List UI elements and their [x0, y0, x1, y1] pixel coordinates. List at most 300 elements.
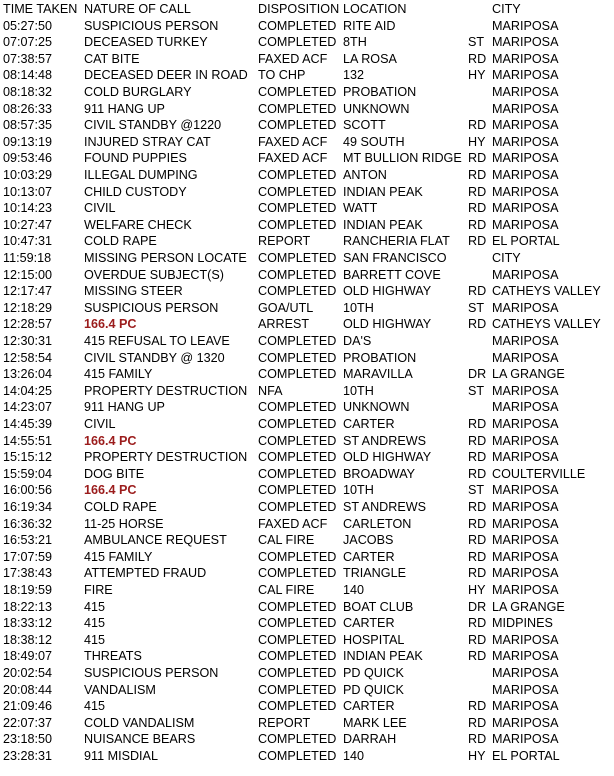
call-street-type: RD	[468, 151, 487, 166]
call-city: MARIPOSA	[492, 383, 559, 398]
call-time: 20:08:44	[3, 682, 53, 697]
call-time: 18:19:59	[3, 583, 53, 597]
table-row	[0, 383, 614, 400]
call-location: BARRETT COVE	[343, 267, 441, 282]
table-row	[0, 565, 614, 582]
call-disposition: COMPLETED	[258, 35, 337, 50]
call-city: MARIPOSA	[492, 134, 559, 149]
call-disposition: FAXED ACF	[258, 134, 328, 149]
call-disposition: COMPLETED	[258, 599, 337, 614]
call-location: JACOBS	[343, 533, 394, 548]
call-disposition: COMPLETED	[258, 350, 337, 365]
table-row	[0, 150, 614, 167]
call-street-type: ST	[468, 35, 485, 50]
call-location: CARTER	[343, 616, 395, 631]
call-city: MARIPOSA	[492, 666, 559, 680]
header-nature-of-call: NATURE OF CALL	[84, 2, 191, 16]
call-time: 10:47:31	[3, 234, 53, 249]
call-disposition: COMPLETED	[258, 649, 337, 664]
call-city: MARIPOSA	[492, 217, 559, 232]
call-time: 08:26:33	[3, 101, 53, 116]
call-nature: ILLEGAL DUMPING	[84, 168, 198, 182]
call-location: DA'S	[343, 334, 372, 348]
call-disposition: COMPLETED	[258, 284, 337, 299]
call-city: MARIPOSA	[492, 699, 559, 714]
call-disposition: COMPLETED	[258, 732, 337, 747]
call-location: OLD HIGHWAY	[343, 450, 432, 465]
call-city: MARIPOSA	[492, 566, 559, 581]
table-row	[0, 267, 614, 284]
call-nature: COLD BURGLARY	[84, 85, 192, 99]
call-time: 23:18:50	[3, 732, 53, 747]
call-time: 10:03:29	[3, 168, 53, 182]
call-nature: MISSING STEER	[84, 284, 183, 299]
call-street-type: ST	[468, 383, 485, 398]
call-street-type: RD	[468, 51, 487, 66]
call-time: 07:38:57	[3, 51, 53, 66]
table-row	[0, 748, 614, 765]
call-location: WATT	[343, 201, 378, 216]
table-row	[0, 34, 614, 51]
call-street-type: RD	[468, 118, 487, 133]
table-row	[0, 416, 614, 433]
call-nature: 415 FAMILY	[84, 367, 153, 382]
call-time: 12:58:54	[3, 350, 53, 365]
call-location: INDIAN PEAK	[343, 184, 423, 199]
call-location: 132	[343, 68, 365, 83]
call-disposition: COMPLETED	[258, 217, 337, 232]
call-city: MARIPOSA	[492, 51, 559, 66]
call-location: INDIAN PEAK	[343, 217, 423, 232]
call-street-type: RD	[468, 649, 487, 664]
call-location: PD QUICK	[343, 682, 404, 697]
table-row	[0, 682, 614, 699]
table-row	[0, 648, 614, 665]
call-street-type: ST	[468, 483, 485, 498]
call-nature: 415 REFUSAL TO LEAVE	[84, 334, 230, 348]
call-city: MARIPOSA	[492, 400, 559, 415]
call-nature: 911 HANG UP	[84, 400, 165, 415]
call-location: SCOTT	[343, 118, 386, 133]
table-row	[0, 399, 614, 416]
call-city: MARIPOSA	[492, 101, 559, 116]
call-city: MARIPOSA	[492, 549, 559, 564]
call-street-type: RD	[468, 433, 487, 448]
table-row	[0, 433, 614, 450]
call-city: MARIPOSA	[492, 267, 559, 282]
call-city: MARIPOSA	[492, 151, 559, 166]
table-row	[0, 233, 614, 250]
call-nature: 415	[84, 699, 106, 714]
call-nature: VANDALISM	[84, 682, 156, 697]
table-row	[0, 366, 614, 383]
call-time: 16:53:21	[3, 533, 53, 548]
call-time: 09:13:19	[3, 134, 53, 149]
call-street-type: RD	[468, 715, 487, 730]
table-row	[0, 333, 614, 350]
call-disposition: COMPLETED	[258, 466, 337, 481]
call-city: MARIPOSA	[492, 118, 559, 133]
call-location: 140	[343, 583, 365, 597]
header-location: LOCATION	[343, 2, 407, 16]
call-disposition: COMPLETED	[258, 483, 337, 498]
call-disposition: FAXED ACF	[258, 516, 328, 531]
call-nature: 166.4 PC	[84, 433, 137, 448]
table-row	[0, 184, 614, 201]
call-disposition: COMPLETED	[258, 334, 337, 348]
call-city: MARIPOSA	[492, 533, 559, 548]
call-nature: 166.4 PC	[84, 483, 137, 498]
call-nature: CIVIL	[84, 201, 116, 216]
call-street-type: DR	[468, 599, 487, 614]
table-row	[0, 316, 614, 333]
table-row	[0, 466, 614, 483]
call-street-type: HY	[468, 583, 486, 597]
call-time: 14:55:51	[3, 433, 53, 448]
call-city: CATHEYS VALLEY	[492, 284, 601, 299]
call-street-type: RD	[468, 533, 487, 548]
call-street-type: HY	[468, 134, 486, 149]
call-time: 16:36:32	[3, 516, 53, 531]
table-row	[0, 449, 614, 466]
call-disposition: COMPLETED	[258, 699, 337, 714]
call-time: 23:28:31	[3, 749, 53, 763]
table-row	[0, 84, 614, 101]
call-nature: 415	[84, 632, 106, 647]
call-location: MARAVILLA	[343, 367, 413, 382]
call-city: MARIPOSA	[492, 649, 559, 664]
table-row	[0, 665, 614, 682]
table-row	[0, 731, 614, 748]
call-time: 15:15:12	[3, 450, 53, 465]
call-city: MARIPOSA	[492, 715, 559, 730]
call-time: 13:26:04	[3, 367, 53, 382]
call-disposition: CAL FIRE	[258, 583, 315, 597]
call-street-type: DR	[468, 367, 487, 382]
table-row	[0, 200, 614, 217]
call-nature: OVERDUE SUBJECT(S)	[84, 267, 224, 282]
call-location: CARTER	[343, 549, 395, 564]
call-location: ST ANDREWS	[343, 433, 427, 448]
call-disposition: COMPLETED	[258, 400, 337, 415]
call-location: 10TH	[343, 383, 374, 398]
call-disposition: ARREST	[258, 317, 310, 332]
call-nature: CIVIL STANDBY @1220	[84, 118, 222, 133]
call-street-type: RD	[468, 516, 487, 531]
call-city: COULTERVILLE	[492, 466, 586, 481]
call-location: PROBATION	[343, 350, 417, 365]
call-disposition: COMPLETED	[258, 616, 337, 631]
call-nature: CIVIL STANDBY @ 1320	[84, 350, 225, 365]
table-row	[0, 615, 614, 632]
call-street-type: RD	[468, 417, 487, 431]
call-street-type: RD	[468, 184, 487, 199]
call-street-type: RD	[468, 450, 487, 465]
call-city: MARIPOSA	[492, 583, 559, 597]
call-street-type: RD	[468, 168, 487, 182]
call-disposition: COMPLETED	[258, 450, 337, 465]
call-city: MARIPOSA	[492, 184, 559, 199]
call-location: BROADWAY	[343, 466, 416, 481]
call-city: MARIPOSA	[492, 433, 559, 448]
call-nature: CAT BITE	[84, 51, 140, 66]
call-street-type: RD	[468, 699, 487, 714]
call-disposition: FAXED ACF	[258, 151, 328, 166]
call-nature: FIRE	[84, 583, 113, 597]
table-row	[0, 499, 614, 516]
call-time: 14:04:25	[3, 383, 53, 398]
call-disposition: COMPLETED	[258, 749, 337, 763]
call-time: 10:27:47	[3, 217, 53, 232]
call-nature: DOG BITE	[84, 466, 145, 481]
call-nature: THREATS	[84, 649, 142, 664]
header-row	[0, 1, 614, 18]
call-nature: 911 MISDIAL	[84, 749, 158, 763]
call-time: 10:13:07	[3, 184, 53, 199]
call-time: 12:17:47	[3, 284, 53, 299]
call-street-type: HY	[468, 749, 486, 763]
call-disposition: COMPLETED	[258, 168, 337, 182]
call-street-type: HY	[468, 68, 486, 83]
call-city: MARIPOSA	[492, 732, 559, 747]
table-row	[0, 516, 614, 533]
call-city: MIDPINES	[492, 616, 553, 631]
call-nature: 911 HANG UP	[84, 101, 165, 116]
call-location: INDIAN PEAK	[343, 649, 423, 664]
call-street-type: RD	[468, 549, 487, 564]
table-row	[0, 599, 614, 616]
call-nature: 415	[84, 616, 106, 631]
call-disposition: FAXED ACF	[258, 51, 328, 66]
call-time: 16:19:34	[3, 500, 53, 514]
table-row	[0, 698, 614, 715]
call-location: RITE AID	[343, 18, 396, 33]
call-location: DARRAH	[343, 732, 397, 747]
call-nature: SUSPICIOUS PERSON	[84, 666, 219, 680]
call-disposition: COMPLETED	[258, 632, 337, 647]
call-city: LA GRANGE	[492, 367, 565, 382]
table-row	[0, 167, 614, 184]
call-time: 12:18:29	[3, 300, 53, 315]
call-time: 17:38:43	[3, 566, 53, 581]
call-time: 16:00:56	[3, 483, 53, 498]
call-disposition: REPORT	[258, 715, 311, 730]
call-time: 08:14:48	[3, 68, 53, 83]
call-time: 20:02:54	[3, 666, 53, 680]
call-nature: PROPERTY DESTRUCTION	[84, 450, 248, 465]
call-street-type: RD	[468, 317, 487, 332]
call-nature: FOUND PUPPIES	[84, 151, 187, 166]
call-location: SAN FRANCISCO	[343, 251, 447, 265]
call-location: BOAT CLUB	[343, 599, 414, 614]
table-row	[0, 117, 614, 134]
table-row	[0, 715, 614, 732]
call-time: 22:07:37	[3, 715, 53, 730]
table-row	[0, 350, 614, 367]
call-location: PROBATION	[343, 85, 417, 99]
call-street-type: RD	[468, 217, 487, 232]
call-city: MARIPOSA	[492, 300, 559, 315]
call-disposition: COMPLETED	[258, 500, 337, 514]
call-location: CARTER	[343, 699, 395, 714]
table-row	[0, 582, 614, 599]
call-city: LA GRANGE	[492, 599, 565, 614]
call-nature: COLD RAPE	[84, 234, 157, 249]
call-location: 8TH	[343, 35, 367, 50]
call-nature: WELFARE CHECK	[84, 217, 192, 232]
call-street-type: RD	[468, 732, 487, 747]
call-nature: AMBULANCE REQUEST	[84, 533, 227, 548]
call-disposition: COMPLETED	[258, 118, 337, 133]
call-disposition: COMPLETED	[258, 566, 337, 581]
call-nature: CIVIL	[84, 417, 116, 431]
call-city: MARIPOSA	[492, 516, 559, 531]
call-time: 05:27:50	[3, 18, 53, 33]
call-street-type: ST	[468, 300, 485, 315]
call-city: MARIPOSA	[492, 85, 559, 99]
table-row	[0, 283, 614, 300]
call-city: EL PORTAL	[492, 234, 560, 249]
call-disposition: COMPLETED	[258, 18, 337, 33]
call-disposition: COMPLETED	[258, 433, 337, 448]
call-nature: COLD RAPE	[84, 500, 157, 514]
call-time: 18:49:07	[3, 649, 53, 664]
call-street-type: RD	[468, 566, 487, 581]
call-nature: 415 FAMILY	[84, 549, 153, 564]
call-time: 12:30:31	[3, 334, 53, 348]
call-nature: SUSPICIOUS PERSON	[84, 18, 219, 33]
call-location: OLD HIGHWAY	[343, 317, 432, 332]
table-row	[0, 101, 614, 118]
call-city: MARIPOSA	[492, 35, 559, 50]
table-row	[0, 482, 614, 499]
call-street-type: RD	[468, 500, 487, 514]
call-city: MARIPOSA	[492, 417, 559, 431]
call-disposition: COMPLETED	[258, 417, 337, 431]
call-street-type: RD	[468, 284, 487, 299]
call-city: MARIPOSA	[492, 450, 559, 465]
call-disposition: COMPLETED	[258, 201, 337, 216]
call-time: 14:23:07	[3, 400, 53, 415]
call-city: MARIPOSA	[492, 334, 559, 348]
call-street-type: RD	[468, 632, 487, 647]
call-time: 08:57:35	[3, 118, 53, 133]
call-nature: DECEASED DEER IN ROAD	[84, 68, 248, 83]
header-disposition: DISPOSITION	[258, 2, 340, 16]
call-nature: 11-25 HORSE	[84, 516, 164, 531]
call-location: ST ANDREWS	[343, 500, 427, 514]
table-row	[0, 134, 614, 151]
call-location: MARK LEE	[343, 715, 407, 730]
call-location: TRIANGLE	[343, 566, 406, 581]
table-row	[0, 632, 614, 649]
call-city: MARIPOSA	[492, 168, 559, 182]
call-time: 18:33:12	[3, 616, 53, 631]
call-nature: CHILD CUSTODY	[84, 184, 187, 199]
call-location: PD QUICK	[343, 666, 404, 680]
call-city: MARIPOSA	[492, 350, 559, 365]
call-street-type: RD	[468, 201, 487, 216]
call-location: LA ROSA	[343, 51, 397, 66]
call-disposition: COMPLETED	[258, 85, 337, 99]
call-city: MARIPOSA	[492, 483, 559, 498]
call-nature: ATTEMPTED FRAUD	[84, 566, 207, 581]
call-location: 49 SOUTH	[343, 134, 405, 149]
table-row	[0, 18, 614, 35]
table-row	[0, 300, 614, 317]
call-location: MT BULLION RIDGE	[343, 151, 462, 166]
call-nature: COLD VANDALISM	[84, 715, 195, 730]
call-location: UNKNOWN	[343, 400, 410, 415]
call-location: UNKNOWN	[343, 101, 410, 116]
call-time: 08:18:32	[3, 85, 53, 99]
call-disposition: NFA	[258, 383, 283, 398]
table-row	[0, 250, 614, 267]
call-location: ANTON	[343, 168, 387, 182]
call-time: 14:45:39	[3, 417, 53, 431]
table-row	[0, 532, 614, 549]
call-disposition: CAL FIRE	[258, 533, 315, 548]
call-city: MARIPOSA	[492, 18, 559, 33]
call-disposition: COMPLETED	[258, 367, 337, 382]
call-time: 18:22:13	[3, 599, 53, 614]
call-nature: MISSING PERSON LOCATE	[84, 251, 247, 265]
call-city: EL PORTAL	[492, 749, 560, 763]
call-city: MARIPOSA	[492, 682, 559, 697]
call-disposition: COMPLETED	[258, 251, 337, 265]
call-location: OLD HIGHWAY	[343, 284, 432, 299]
call-street-type: RD	[468, 466, 487, 481]
call-location: 10TH	[343, 300, 374, 315]
call-disposition: COMPLETED	[258, 267, 337, 282]
call-disposition: REPORT	[258, 234, 311, 249]
call-city: MARIPOSA	[492, 500, 559, 514]
table-row	[0, 67, 614, 84]
call-street-type: RD	[468, 234, 487, 249]
table-row	[0, 51, 614, 68]
call-disposition: COMPLETED	[258, 101, 337, 116]
call-city: CITY	[492, 251, 521, 265]
call-nature: INJURED STRAY CAT	[84, 134, 211, 149]
call-nature: SUSPICIOUS PERSON	[84, 300, 219, 315]
call-time: 12:15:00	[3, 267, 53, 282]
header-time-taken: TIME TAKEN	[3, 2, 78, 16]
call-nature: PROPERTY DESTRUCTION	[84, 383, 248, 398]
call-location: 140	[343, 749, 365, 763]
call-disposition: COMPLETED	[258, 184, 337, 199]
call-city: MARIPOSA	[492, 201, 559, 216]
call-disposition: COMPLETED	[258, 682, 337, 697]
call-time: 10:14:23	[3, 201, 53, 216]
call-disposition: TO CHP	[258, 68, 306, 83]
call-nature: DECEASED TURKEY	[84, 35, 208, 50]
header-city: CITY	[492, 2, 521, 16]
call-time: 11:59:18	[3, 251, 52, 265]
call-time: 18:38:12	[3, 632, 53, 647]
call-time: 17:07:59	[3, 549, 53, 564]
call-location: CARLETON	[343, 516, 412, 531]
call-location: HOSPITAL	[343, 632, 405, 647]
table-row	[0, 549, 614, 566]
call-nature: 166.4 PC	[84, 317, 137, 332]
call-location: 10TH	[343, 483, 374, 498]
call-location: CARTER	[343, 417, 395, 431]
call-city: MARIPOSA	[492, 632, 559, 647]
call-location: RANCHERIA FLAT	[343, 234, 450, 249]
call-time: 12:28:57	[3, 317, 53, 332]
table-row	[0, 217, 614, 234]
call-street-type: RD	[468, 616, 487, 631]
